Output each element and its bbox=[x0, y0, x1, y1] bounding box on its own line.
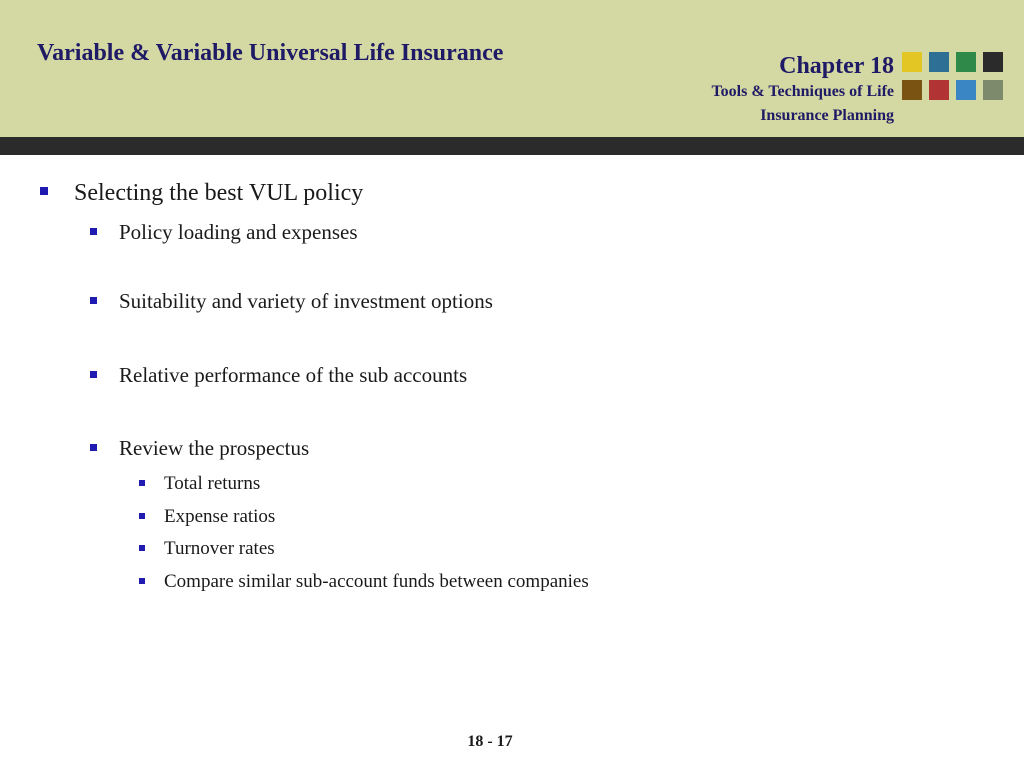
page-number: 18 - 17 bbox=[467, 733, 513, 750]
bullet-square-icon bbox=[90, 228, 97, 235]
chapter-subtitle-line1: Tools & Techniques of Life bbox=[711, 83, 894, 100]
sub-bullet-text: Review the prospectus bbox=[119, 436, 310, 460]
bullet-square-icon bbox=[90, 444, 97, 451]
sub-bullet-text: Suitability and variety of investment options bbox=[119, 289, 493, 313]
chapter-subtitle-line2: Insurance Planning bbox=[760, 107, 894, 124]
slide-header bbox=[0, 0, 1024, 137]
bullet-square-icon bbox=[90, 297, 97, 304]
color-square bbox=[983, 52, 1003, 72]
color-square bbox=[929, 80, 949, 100]
bullet-square-icon bbox=[139, 480, 145, 486]
color-square bbox=[983, 80, 1003, 100]
bullet-square-icon bbox=[139, 578, 145, 584]
color-square bbox=[929, 52, 949, 72]
bullet-square-icon bbox=[90, 371, 97, 378]
header-divider-bar bbox=[0, 137, 1024, 155]
sub-bullet-text: Policy loading and expenses bbox=[119, 220, 358, 244]
color-square bbox=[956, 80, 976, 100]
color-square bbox=[902, 80, 922, 100]
color-square bbox=[956, 52, 976, 72]
prospectus-item-text: Turnover rates bbox=[164, 538, 275, 559]
color-square bbox=[902, 52, 922, 72]
bullet-square-icon bbox=[139, 513, 145, 519]
prospectus-item-text: Total returns bbox=[164, 473, 261, 494]
slide-title: Variable & Variable Universal Life Insurance bbox=[37, 40, 504, 66]
prospectus-item-text: Expense ratios bbox=[164, 506, 276, 527]
main-bullet-text: Selecting the best VUL policy bbox=[74, 180, 364, 206]
bullet-square-icon bbox=[40, 187, 48, 195]
chapter-title: Chapter 18 bbox=[779, 53, 894, 79]
prospectus-item-text: Compare similar sub-account funds between companies bbox=[164, 571, 589, 592]
chapter-block bbox=[711, 52, 894, 128]
bullet-square-icon bbox=[139, 545, 145, 551]
sub-bullet-text: Relative performance of the sub accounts bbox=[119, 363, 468, 387]
